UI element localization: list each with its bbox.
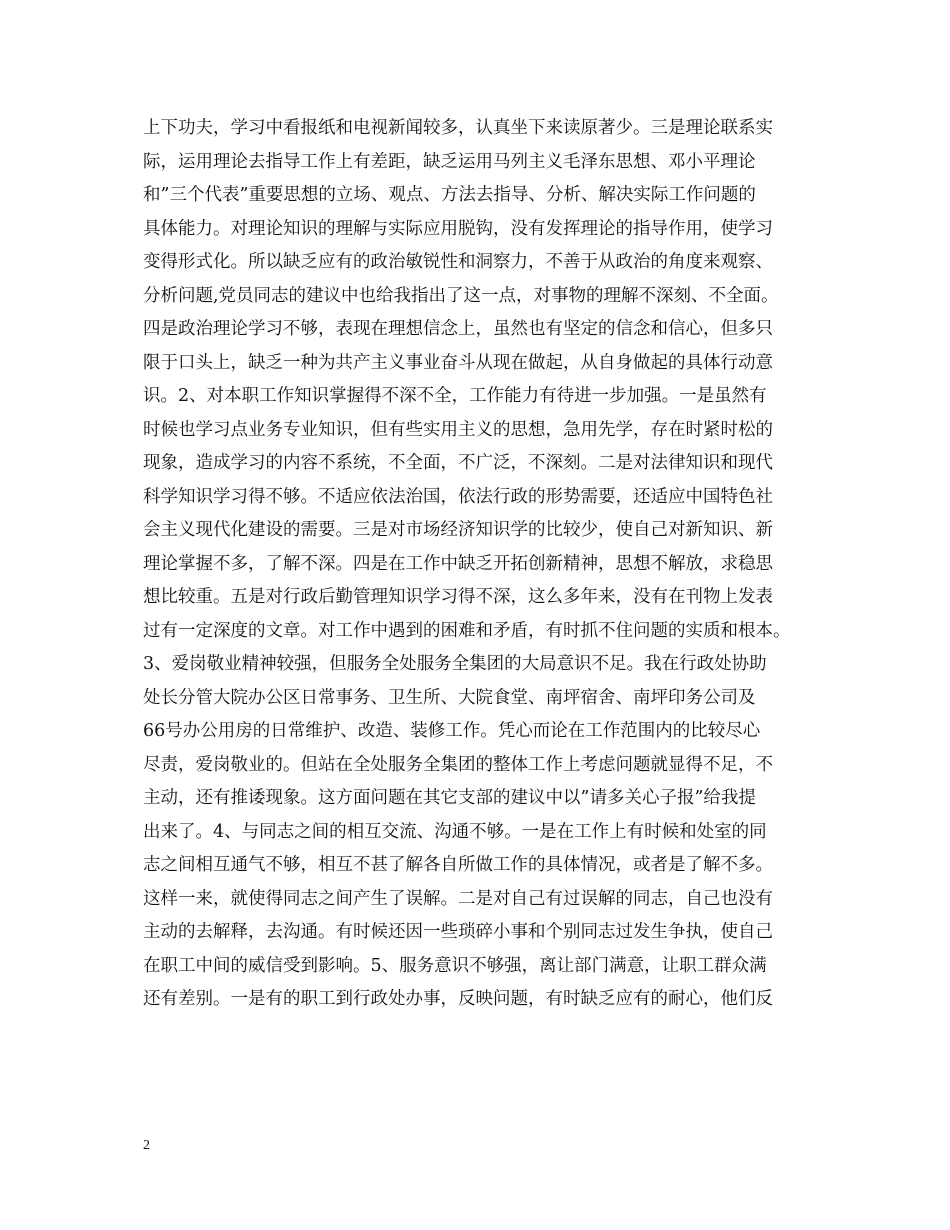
text-line-22: 出来了。4、与同志之间的相互交流、沟通不够。一是在工作上有时候和处室的同	[143, 821, 767, 842]
text-line-3: 和”三个代表”重要思想的立场、观点、方法去指导、分析、解决实际工作问题的	[143, 185, 756, 205]
text-line-8: 限于口头上，缺乏一种为共产主义事业奋斗从现在做起，从自身做起的具体行动意	[143, 352, 773, 373]
text-line-1: 上下功夫，学习中看报纸和电视新闻较多，认真坐下来读原著少。三是理论联系实	[143, 118, 773, 138]
text-line-5: 变得形式化。所以缺乏应有的政治敏锐性和洞察力，不善于从政治的角度来观察、	[143, 252, 773, 272]
text-line-19: 66号办公用房的日常维护、改造、装修工作。凭心而论在工作范围内的比较尽心	[143, 721, 761, 741]
text-line-17: 3、爱岗敬业精神较强，但服务全处服务全集团的大局意识不足。我在行政处协助	[143, 654, 767, 674]
page-number: 2	[143, 1138, 150, 1153]
text-line-15: 想比较重。五是对行政后勤管理知识学习得不深，这么多年来，没有在刊物上发表	[143, 587, 773, 607]
text-line-12: 科学知识学习得不够。不适应依法治国，依法行政的形势需要，还适应中国特色社	[143, 486, 773, 507]
text-line-21: 主动，还有推诿现象。这方面问题在其它支部的建议中以”请多关心子报”给我提	[143, 788, 756, 808]
text-line-7: 四是政治理论学习不够，表现在理想信念上，虽然也有坚定的信念和信心，但多只	[143, 319, 773, 339]
text-line-26: 在职工中间的威信受到影响。5、服务意识不够强，离让部门满意，让职工群众满	[143, 955, 767, 976]
text-line-18: 处长分管大院办公区日常事务、卫生所、大院食堂、南坪宿舍、南坪印务公司及	[143, 687, 756, 708]
text-line-16: 过有一定深度的文章。对工作中遇到的困难和矛盾，有时抓不住问题的实质和根本。	[143, 620, 791, 641]
text-line-27: 还有差别。一是有的职工到行政处办事，反映问题，有时缺乏应有的耐心，他们反	[143, 989, 773, 1009]
text-line-4: 具体能力。对理论知识的理解与实际应用脱钩，没有发挥理论的指导作用，使学习	[143, 218, 773, 239]
text-line-23: 志之间相互通气不够，相互不甚了解各自所做工作的具体情况，或者是了解不多。	[143, 855, 773, 875]
text-line-9: 识。2、对本职工作知识掌握得不深不全，工作能力有待进一步加强。一是虽然有	[143, 386, 767, 406]
text-line-20: 尽责，爱岗敬业的。但站在全处服务全集团的整体工作上考虑问题就显得不足，不	[143, 754, 773, 775]
text-line-14: 理论掌握不多，了解不深。四是在工作中缺乏开拓创新精神，思想不解放，求稳思	[143, 553, 773, 574]
text-line-13: 会主义现代化建设的需要。三是对市场经济知识学的比较少，使自己对新知识、新	[143, 520, 773, 540]
text-line-2: 际，运用理论去指导工作上有差距，缺乏运用马列主义毛泽东思想、邓小平理论	[143, 151, 756, 172]
text-line-24: 这样一来，就使得同志之间产生了误解。二是对自己有过误解的同志，自己也没有	[143, 888, 773, 909]
text-line-25: 主动的去解释，去沟通。有时候还因一些琐碎小事和个别同志过发生争执，使自己	[143, 922, 773, 942]
body-text	[143, 112, 843, 1017]
text-line-10: 时候也学习点业务专业知识，但有些实用主义的思想，急用先学，存在时紧时松的	[143, 419, 773, 440]
text-line-11: 现象，造成学习的内容不系统，不全面，不广泛，不深刻。二是对法律知识和现代	[143, 453, 773, 473]
text-line-6: 分析问题,党员同志的建议中也给我指出了这一点，对事物的理解不深刻、不全面。	[143, 285, 779, 306]
